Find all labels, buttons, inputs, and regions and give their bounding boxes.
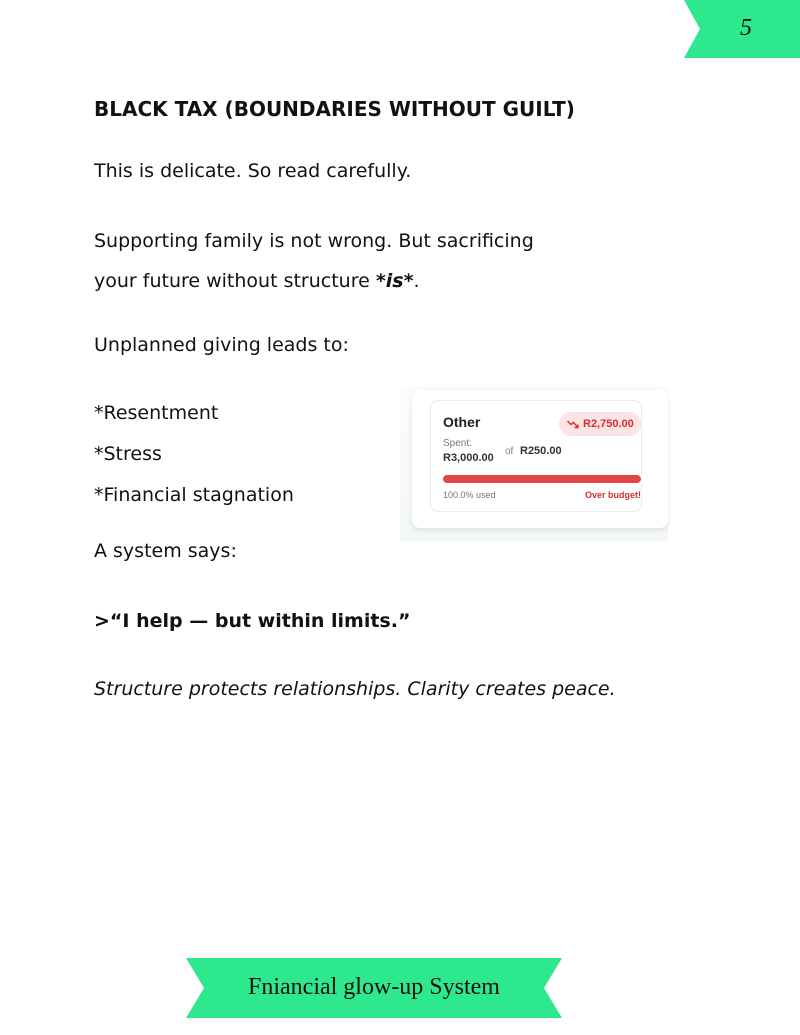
paragraph-line-2-start: your future without structure (94, 270, 376, 292)
closing-line: Structure protects relationships. Clarity creates peace. (94, 678, 616, 700)
list-intro: Unplanned giving leads to: (94, 334, 349, 356)
budget-progress-fill (443, 475, 641, 483)
page-number-ribbon (684, 0, 800, 58)
list-item: *Financial stagnation (94, 484, 294, 506)
paragraph-line-2-end: . (413, 270, 420, 292)
of-label: of (505, 446, 514, 457)
overspend-amount: R2,750.00 (583, 418, 634, 430)
over-budget-label: Over budget! (584, 490, 641, 500)
spent-label: Spent: (443, 438, 472, 449)
trending-down-icon (567, 420, 579, 429)
page-heading: BLACK TAX (BOUNDARIES WITHOUT GUILT) (94, 97, 575, 121)
paragraph-line-2 (94, 270, 420, 292)
footer-ribbon (186, 958, 562, 1018)
budget-card-inner (430, 400, 642, 512)
page-number: 5 (740, 15, 752, 41)
budget-limit-value: R250.00 (520, 445, 562, 457)
emphasis-is: *is* (375, 270, 414, 292)
paragraph-line-1: Supporting family is not wrong. But sacrificing (94, 230, 534, 252)
list-item: *Resentment (94, 402, 219, 424)
budget-progress-track (443, 475, 641, 483)
budget-card (412, 390, 668, 528)
quote: >“I help — but within limits.” (94, 610, 411, 632)
budget-card-image (400, 386, 668, 541)
footer-title: Fniancial glow-up System (248, 974, 500, 1000)
percent-used-label: 100.0% used (443, 490, 496, 500)
overspend-badge (559, 412, 641, 436)
budget-category-name: Other (443, 414, 481, 430)
intro-text: This is delicate. So read carefully. (94, 160, 412, 182)
list-item: *Stress (94, 443, 162, 465)
spent-value: R3,000.00 (443, 452, 494, 464)
system-intro: A system says: (94, 540, 237, 562)
